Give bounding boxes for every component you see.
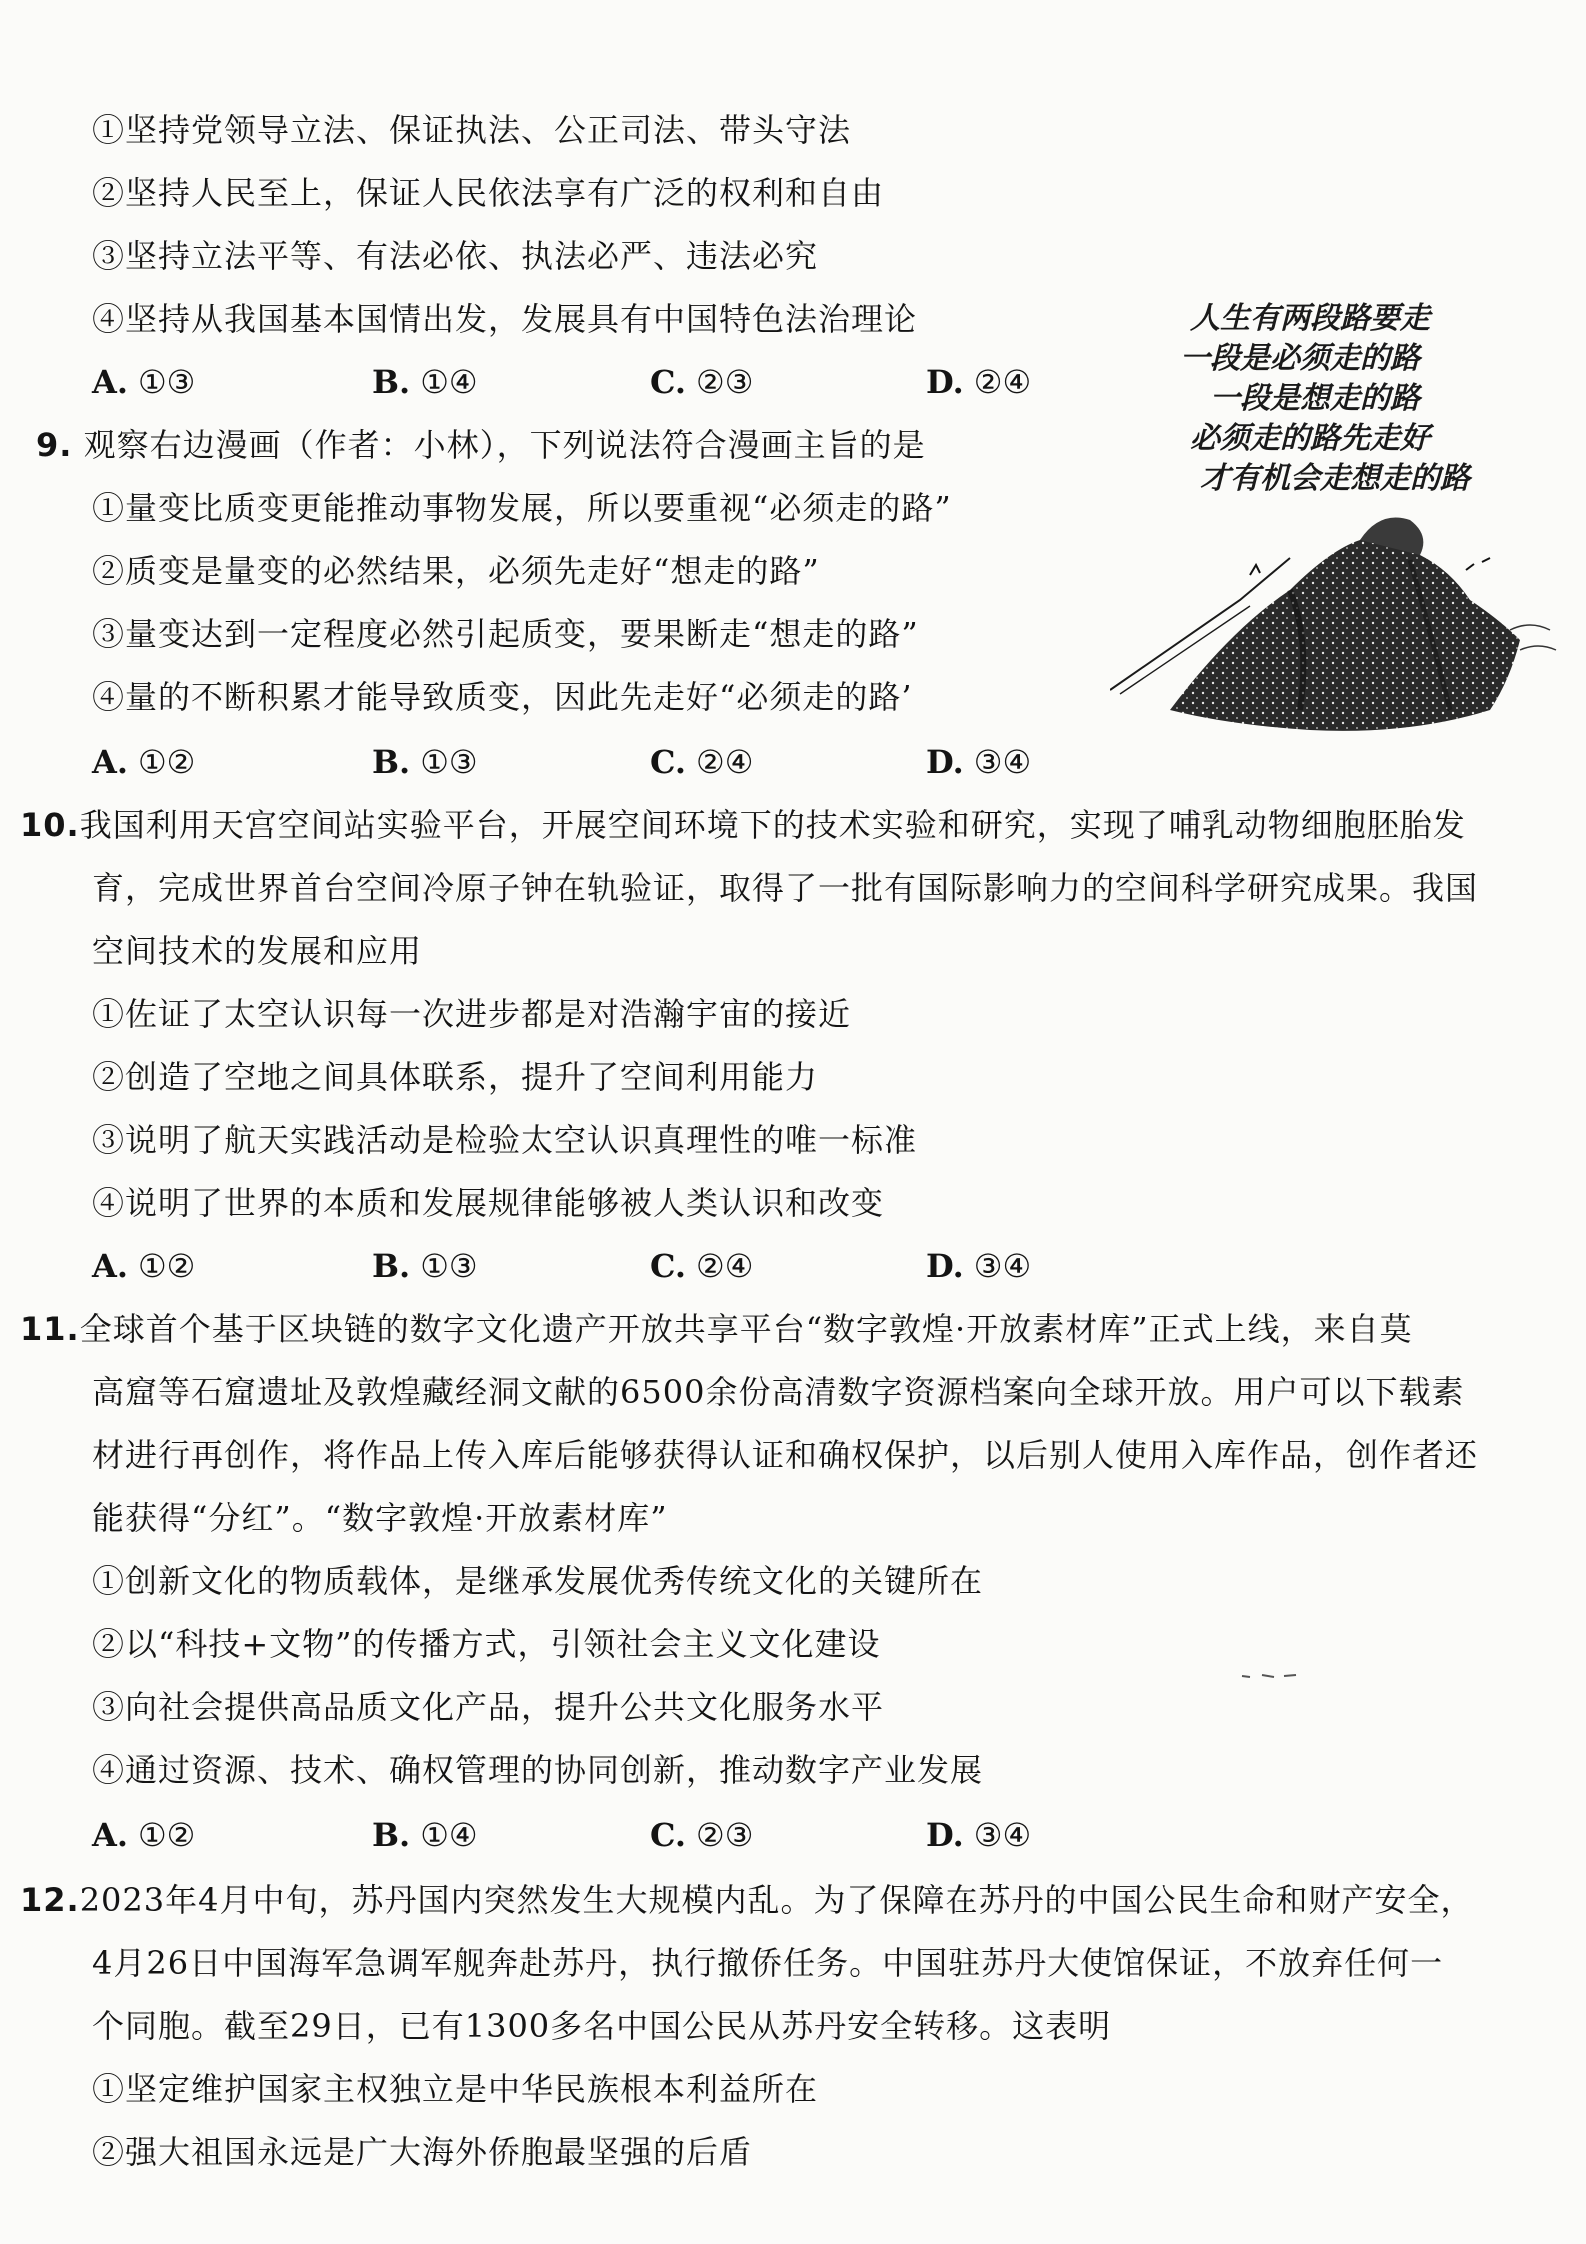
q10-choice-d	[926, 1246, 1031, 1286]
scan-smudge	[1240, 1672, 1300, 1680]
q10-stem-line-3: 空间技术的发展和应用	[92, 932, 423, 970]
cartoon-caption-line-3: 一段是想走的路	[1210, 381, 1420, 416]
q11-option-2: ②以“科技+文物”的传播方式，引领社会主义文化建设	[92, 1625, 881, 1663]
q11-stem-line-1	[20, 1309, 1413, 1349]
choice-value: ①②	[137, 1247, 196, 1285]
choice-letter: A.	[92, 363, 128, 401]
q9-stem-text: 观察右边漫画（作者：小林），下列说法符合漫画主旨的是	[83, 426, 926, 464]
choice-letter: C.	[650, 1816, 687, 1854]
q12-stem-text-1: 2023年4月中旬，苏丹国内突然发生大规模内乱。为了保障在苏丹的中国公民生命和财产安全，	[79, 1881, 1474, 1919]
choice-letter: B.	[372, 743, 411, 781]
choice-value: ②③	[696, 363, 754, 401]
q11-stem-line-4: 能获得“分红”。“数字敦煌·开放素材库”	[92, 1499, 668, 1537]
q12-option-1: ①坚定维护国家主权独立是中华民族根本利益所在	[92, 2070, 819, 2108]
question-number: 12.	[20, 1881, 80, 1919]
choice-letter: B.	[372, 1247, 411, 1285]
choice-value: ①③	[420, 1247, 478, 1285]
question-number: 9.	[36, 426, 73, 464]
choice-letter: B.	[372, 1816, 411, 1854]
q11-stem-text-1: 全球首个基于区块链的数字文化遗产开放共享平台“数字敦煌·开放素材库”正式上线，来自莫	[79, 1310, 1413, 1348]
q8-option-3: ③坚持立法平等、有法必依、执法必严、违法必究	[92, 237, 819, 275]
q10-choice-a	[92, 1246, 195, 1286]
choice-value: ②④	[696, 1247, 754, 1285]
q8-choice-a	[92, 362, 195, 402]
q10-option-1: ①佐证了太空认识每一次进步都是对浩瀚宇宙的接近	[92, 995, 852, 1033]
choice-letter: D.	[926, 1816, 964, 1854]
choice-value: ②③	[696, 1816, 754, 1854]
q9-option-2: ②质变是量变的必然结果，必须先走好“想走的路”	[92, 552, 820, 590]
q9-option-3: ③量变达到一定程度必然引起质变，要果断走“想走的路”	[92, 615, 919, 653]
q12-stem-line-2: 4月26日中国海军急调军舰奔赴苏丹，执行撤侨任务。中国驻苏丹大使馆保证，不放弃任何一	[92, 1944, 1444, 1982]
q9-choice-b	[372, 742, 478, 782]
question-number: 10.	[20, 806, 80, 844]
q10-choice-b	[372, 1246, 478, 1286]
q8-option-2: ②坚持人民至上，保证人民依法享有广泛的权利和自由	[92, 174, 885, 212]
q10-option-4: ④说明了世界的本质和发展规律能够被人类认识和改变	[92, 1184, 885, 1222]
q9-choice-c	[650, 742, 753, 782]
q12-stem-line-3: 个同胞。截至29日，已有1300多名中国公民从苏丹安全转移。这表明	[92, 2007, 1112, 2045]
q8-choice-c	[650, 362, 753, 402]
q11-choice-c	[650, 1815, 753, 1855]
cartoon-caption-line-2: 一段是必须走的路	[1180, 341, 1420, 376]
q11-option-1: ①创新文化的物质载体，是继承发展优秀传统文化的关键所在	[92, 1562, 984, 1600]
choice-value: ①③	[420, 743, 478, 781]
question-number: 11.	[20, 1310, 80, 1348]
choice-value: ①②	[137, 743, 196, 781]
choice-value: ③④	[973, 1816, 1032, 1854]
choice-value: ②④	[696, 743, 754, 781]
q11-option-4: ④通过资源、技术、确权管理的协同创新，推动数字产业发展	[92, 1751, 984, 1789]
choice-value: ①③	[137, 363, 196, 401]
q9-choice-d	[926, 742, 1031, 782]
q9-stem	[36, 425, 926, 465]
q8-choice-d	[926, 362, 1031, 402]
q10-stem-text-1: 我国利用天宫空间站实验平台，开展空间环境下的技术实验和研究，实现了哺乳动物细胞胚胎发	[79, 806, 1466, 844]
choice-value: ①④	[420, 363, 478, 401]
q11-choice-a	[92, 1815, 195, 1855]
q12-option-2: ②强大祖国永远是广大海外侨胞最坚强的后盾	[92, 2133, 753, 2171]
q10-option-2: ②创造了空地之间具体联系，提升了空间利用能力	[92, 1058, 819, 1096]
q9-option-4: ④量的不断积累才能导致质变，因此先走好“必须走的路’	[92, 678, 913, 716]
q11-choice-b	[372, 1815, 478, 1855]
choice-value: ①④	[420, 1816, 478, 1854]
choice-letter: C.	[650, 1247, 687, 1285]
q10-stem-line-2: 育，完成世界首台空间冷原子钟在轨验证，取得了一批有国际影响力的空间科学研究成果。我国	[92, 869, 1479, 907]
q10-option-3: ③说明了航天实践活动是检验太空认识真理性的唯一标准	[92, 1121, 918, 1159]
choice-letter: C.	[650, 743, 687, 781]
choice-value: ②④	[973, 363, 1032, 401]
q11-option-3: ③向社会提供高品质文化产品，提升公共文化服务水平	[92, 1688, 885, 1726]
choice-letter: D.	[926, 743, 964, 781]
mountain-drawing	[1110, 480, 1570, 740]
choice-letter: A.	[92, 743, 128, 781]
q8-choice-b	[372, 362, 478, 402]
q10-choice-c	[650, 1246, 753, 1286]
q10-stem-line-1	[20, 805, 1466, 845]
choice-value: ①②	[137, 1816, 196, 1854]
q9-choice-a	[92, 742, 195, 782]
cartoon-illustration	[1110, 300, 1570, 740]
choice-letter: B.	[372, 363, 411, 401]
cartoon-caption-line-5: 才有机会走想走的路	[1200, 461, 1470, 496]
q12-stem-line-1	[20, 1880, 1474, 1920]
choice-letter: C.	[650, 363, 687, 401]
cartoon-caption-line-4: 必须走的路先走好	[1190, 421, 1430, 456]
choice-letter: A.	[92, 1816, 128, 1854]
q8-option-1: ①坚持党领导立法、保证执法、公正司法、带头守法	[92, 111, 852, 149]
choice-value: ③④	[973, 743, 1032, 781]
choice-letter: A.	[92, 1247, 128, 1285]
q11-stem-line-3: 材进行再创作，将作品上传入库后能够获得认证和确权保护，以后别人使用入库作品，创作者还	[92, 1436, 1479, 1474]
choice-value: ③④	[973, 1247, 1032, 1285]
q9-option-1: ①量变比质变更能推动事物发展，所以要重视“必须走的路”	[92, 489, 952, 527]
q11-choice-d	[926, 1815, 1031, 1855]
choice-letter: D.	[926, 1247, 964, 1285]
cartoon-caption-line-1: 人生有两段路要走	[1190, 301, 1430, 336]
q11-stem-line-2: 高窟等石窟遗址及敦煌藏经洞文献的6500余份高清数字资源档案向全球开放。用户可以下载素	[92, 1373, 1465, 1411]
choice-letter: D.	[926, 363, 964, 401]
q8-option-4: ④坚持从我国基本国情出发，发展具有中国特色法治理论	[92, 300, 918, 338]
